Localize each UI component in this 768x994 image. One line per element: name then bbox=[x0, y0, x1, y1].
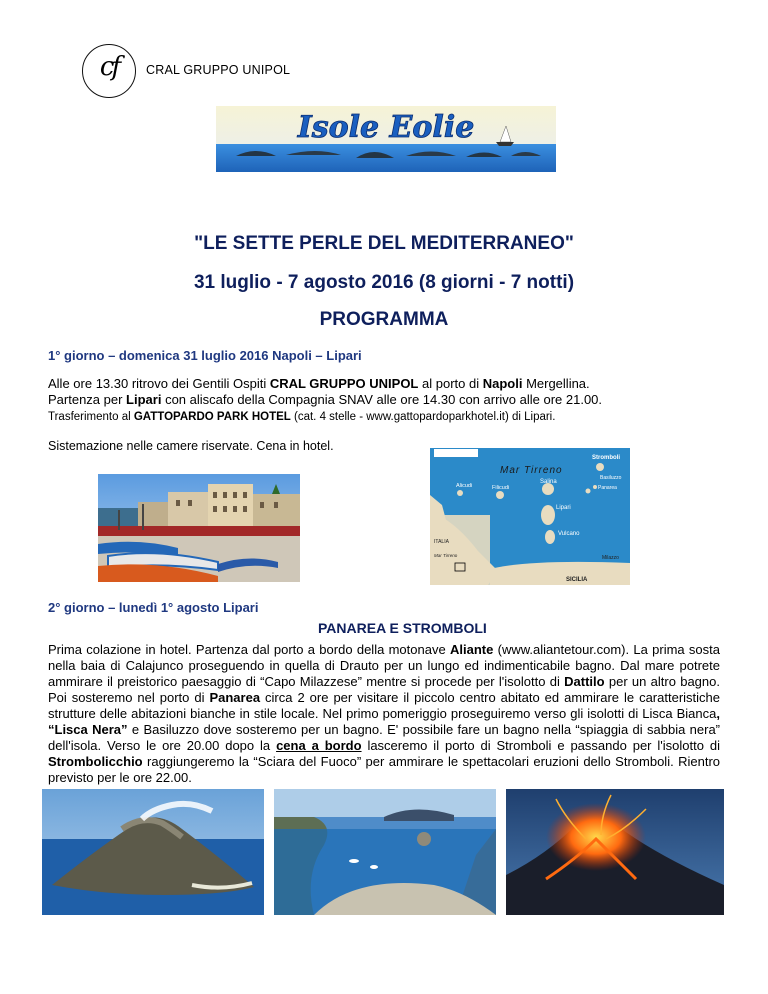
map-label-lipari: Lipari bbox=[556, 505, 571, 511]
stromboli-eruption-photo bbox=[506, 789, 724, 915]
map-label-salina: Salina bbox=[540, 479, 557, 485]
map-sea-label: Mar Tirreno bbox=[500, 465, 563, 476]
svg-text:Isole Eolie: Isole Eolie bbox=[297, 110, 475, 145]
map-label-vulcano: Vulcano bbox=[558, 531, 580, 537]
logo-monogram: cf bbox=[99, 52, 119, 82]
banner-image bbox=[216, 106, 556, 172]
day1-heading: 1° giorno – domenica 31 luglio 2016 Napoli – Lipari bbox=[48, 348, 362, 363]
lipari-harbour-photo bbox=[98, 474, 300, 582]
map-label-alicudi: Alicudi bbox=[456, 483, 473, 489]
main-title: "LE SETTE PERLE DEL MEDITERRANEO" bbox=[194, 233, 574, 254]
day1-line3: Trasferimento al GATTOPARDO PARK HOTEL (cat. 4 stelle - www.gattopardoparkhotel.it) di Lipari. bbox=[48, 411, 556, 423]
panarea-bay-photo bbox=[274, 789, 496, 915]
banner-title bbox=[297, 110, 475, 145]
day2-heading: 2° giorno – lunedì 1° agosto Lipari bbox=[48, 600, 259, 615]
day1-line1: Alle ore 13.30 ritrovo dei Gentili Ospiti CRAL GRUPPO UNIPOL al porto di Napoli Mergellina. bbox=[48, 376, 590, 391]
map-label-sea2: Mar Tirreno bbox=[434, 553, 458, 558]
map-label-stromboli: Stromboli bbox=[592, 455, 620, 461]
dates-title: 31 luglio - 7 agosto 2016 (8 giorni - 7 notti) bbox=[193, 272, 575, 293]
day1-line2: Partenza per Lipari con aliscafo della Compagnia SNAV alle ore 14.30 con arrivo alle ore 21.00. bbox=[48, 392, 603, 407]
map-label-basiluzzo: Basiluzzo bbox=[600, 475, 622, 481]
map-label-milazzo: Milazzo bbox=[602, 555, 619, 561]
day2-subtitle: PANAREA E STROMBOLI bbox=[318, 620, 487, 636]
map-label-italia: ITALIA bbox=[434, 539, 449, 545]
map-label-filicudi: Filicudi bbox=[492, 485, 510, 491]
stromboli-island-photo bbox=[42, 789, 264, 915]
day2-description: Prima colazione in hotel. Partenza dal porto a bordo della motonave Aliante (www.aliantetour.com). La prima sosta nella baia di Calajunco proseguendo in quella di Drauto per un lungo ed indimenticabile bagno. Dal mare potrete ammirare il preistorico paesaggio di “Capo Milazzese” mentre si procede per l'isolotto di Dattilo per un altro bagno. Poi sosteremo nel porto di Panarea circa 2 ore per visitare il piccolo centro abitato ed ammirare le caratteristiche strutture delle abitazioni bianche in stile locale. Nel primo pomeriggio proseguiremo verso gli isolotti di Lisca Bianca, “Lisca Nera” e Basiluzzo dove sosteremo per un bagno. E' possibile fare un bagno nella “spiaggia di sabbia nera” dell'isola. Verso le ore 20.00 dopo la cena a bordo lasceremo il porto di Stromboli e passando per l'isolotto di Strombolicchio raggiungeremo la “Sciara del Fuoco” per ammirare le spettacolari eruzioni dello Stromboli. Rientro previsto per le ore 22.00. bbox=[48, 642, 721, 785]
day1-line4: Sistemazione nelle camere riservate. Cena in hotel. bbox=[48, 439, 334, 453]
aeolian-map bbox=[430, 445, 630, 585]
map-label-panarea: Panarea bbox=[598, 485, 617, 491]
map-label-sicilia: SICILIA bbox=[566, 577, 588, 583]
organization-name: CRAL GRUPPO UNIPOL bbox=[146, 63, 291, 77]
program-title: PROGRAMMA bbox=[319, 309, 449, 330]
